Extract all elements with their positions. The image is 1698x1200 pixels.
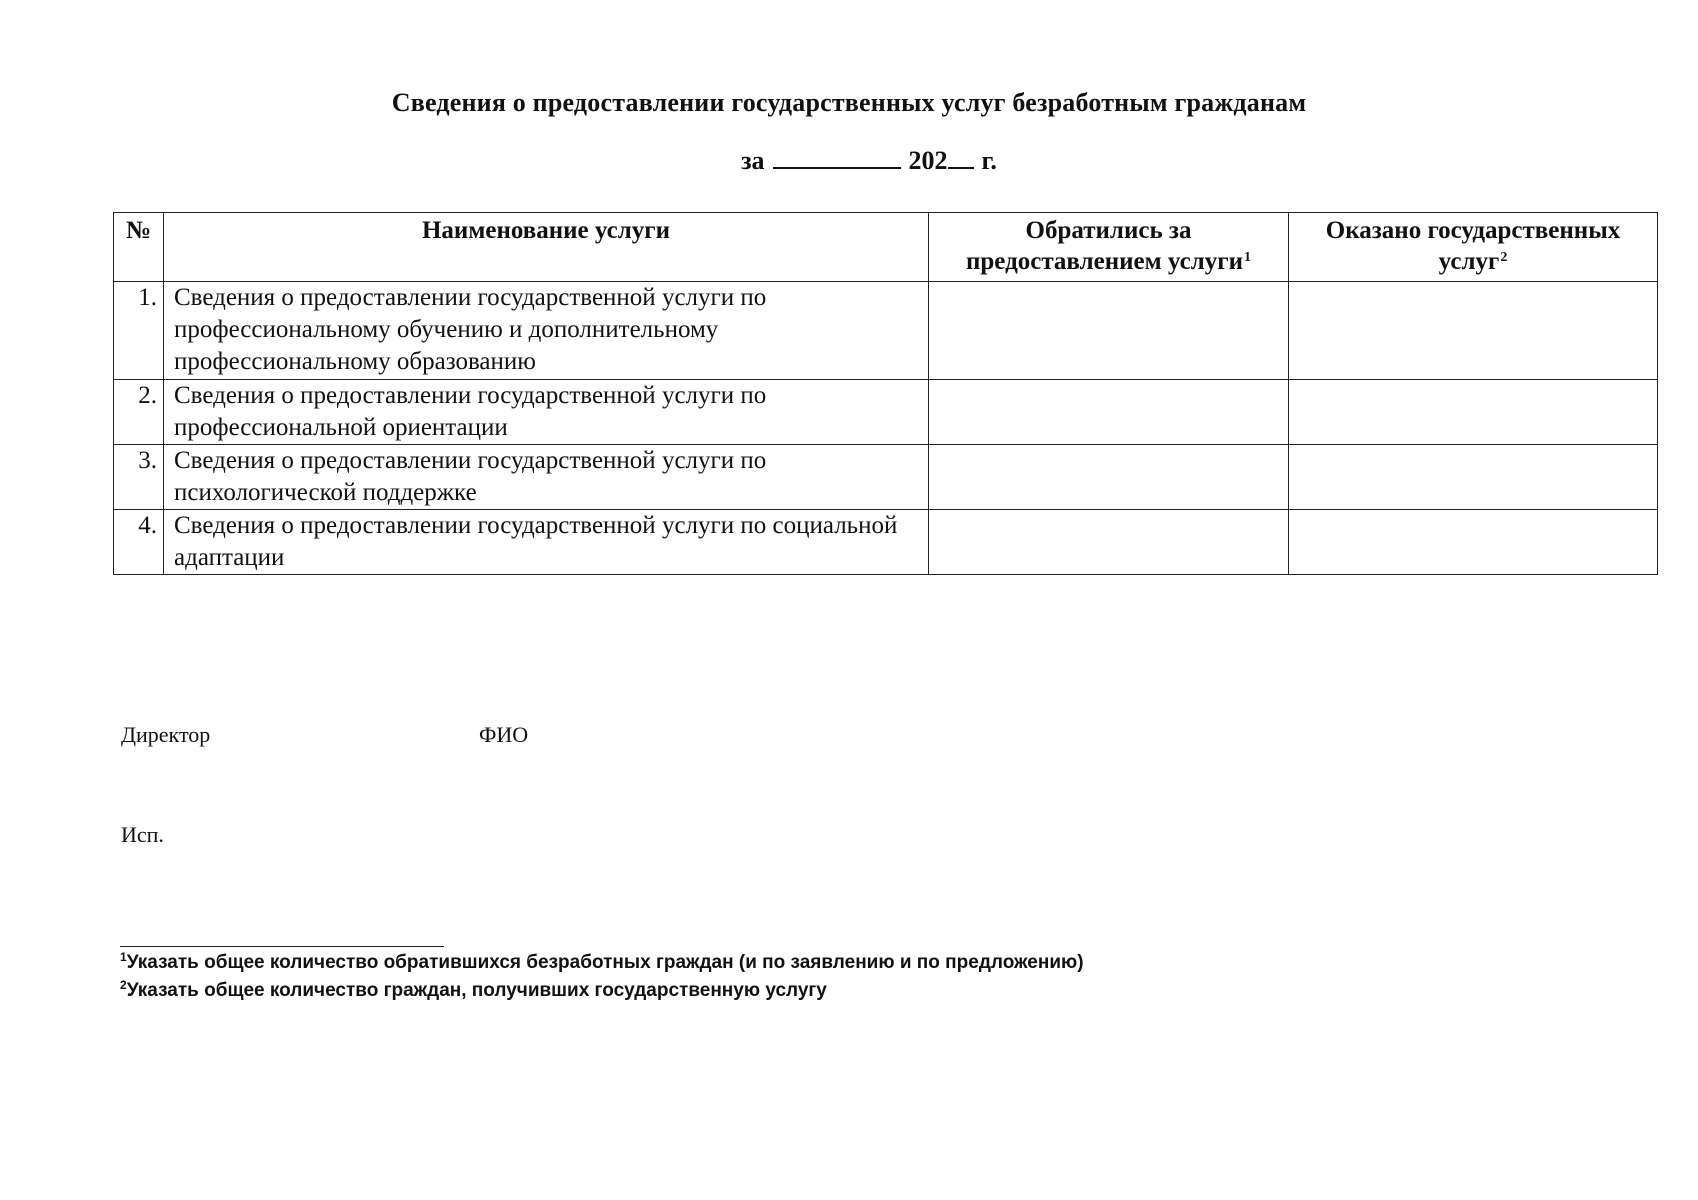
period-prefix: за — [741, 146, 765, 175]
service-name: Сведения о предоставлении государственной услуги по психологической поддержке — [164, 445, 929, 510]
period-blank — [773, 147, 901, 169]
header-rendered-label: Оказано государственных услуг — [1325, 217, 1621, 275]
footnote-2-text: Указать общее количество граждан, получивших государственную услугу — [126, 980, 827, 1001]
year-prefix: 202 — [908, 146, 948, 175]
header-applied — [929, 213, 1289, 282]
row-number: 3. — [114, 445, 164, 510]
footnote-ref-2: 2 — [1500, 250, 1508, 265]
footnote-2-mark: 2 — [120, 978, 127, 992]
rendered-value — [1289, 510, 1658, 575]
header-service-name: Наименование услуги — [164, 213, 929, 282]
footnote-2 — [120, 980, 827, 1002]
fio-label: ФИО — [479, 722, 529, 747]
year-blank — [948, 147, 974, 169]
rendered-value — [1289, 445, 1658, 510]
header-applied-label: Обратились за предоставлением услуги — [966, 217, 1243, 275]
applied-value — [929, 380, 1289, 445]
footnote-1 — [120, 952, 1084, 974]
rendered-value — [1289, 282, 1658, 380]
rendered-value — [1289, 380, 1658, 445]
header-rendered — [1289, 213, 1658, 282]
row-number: 4. — [114, 510, 164, 575]
table-header-row — [114, 213, 1658, 282]
applied-value — [929, 282, 1289, 380]
service-name: Сведения о предоставлении государственной услуги по социальной адаптации — [164, 510, 929, 575]
footnote-1-text: Указать общее количество обратившихся безработных граждан (и по заявлению и по предложению) — [126, 952, 1084, 973]
table-row — [114, 380, 1658, 445]
executor-label: Исп. — [121, 822, 164, 847]
header-num: № — [114, 213, 164, 282]
footnote-ref-1: 1 — [1244, 250, 1251, 265]
reporting-period — [0, 146, 1698, 176]
footnote-1-mark: 1 — [120, 950, 127, 964]
footnote-separator — [120, 946, 444, 947]
table-row — [114, 510, 1658, 575]
services-table — [113, 212, 1658, 575]
document-title: Сведения о предоставлении государственных услуг безработным гражданам — [391, 88, 1307, 117]
service-name: Сведения о предоставлении государственной услуги по профессиональной ориентации — [164, 380, 929, 445]
row-number: 2. — [114, 380, 164, 445]
service-name: Сведения о предоставлении государственной услуги по профессиональному обучению и дополнительному профессиональному образованию — [164, 282, 929, 380]
row-number: 1. — [114, 282, 164, 380]
director-label: Директор — [121, 722, 211, 747]
applied-value — [929, 510, 1289, 575]
applied-value — [929, 445, 1289, 510]
table-row — [114, 282, 1658, 380]
table-row — [114, 445, 1658, 510]
year-suffix: г. — [981, 146, 997, 175]
